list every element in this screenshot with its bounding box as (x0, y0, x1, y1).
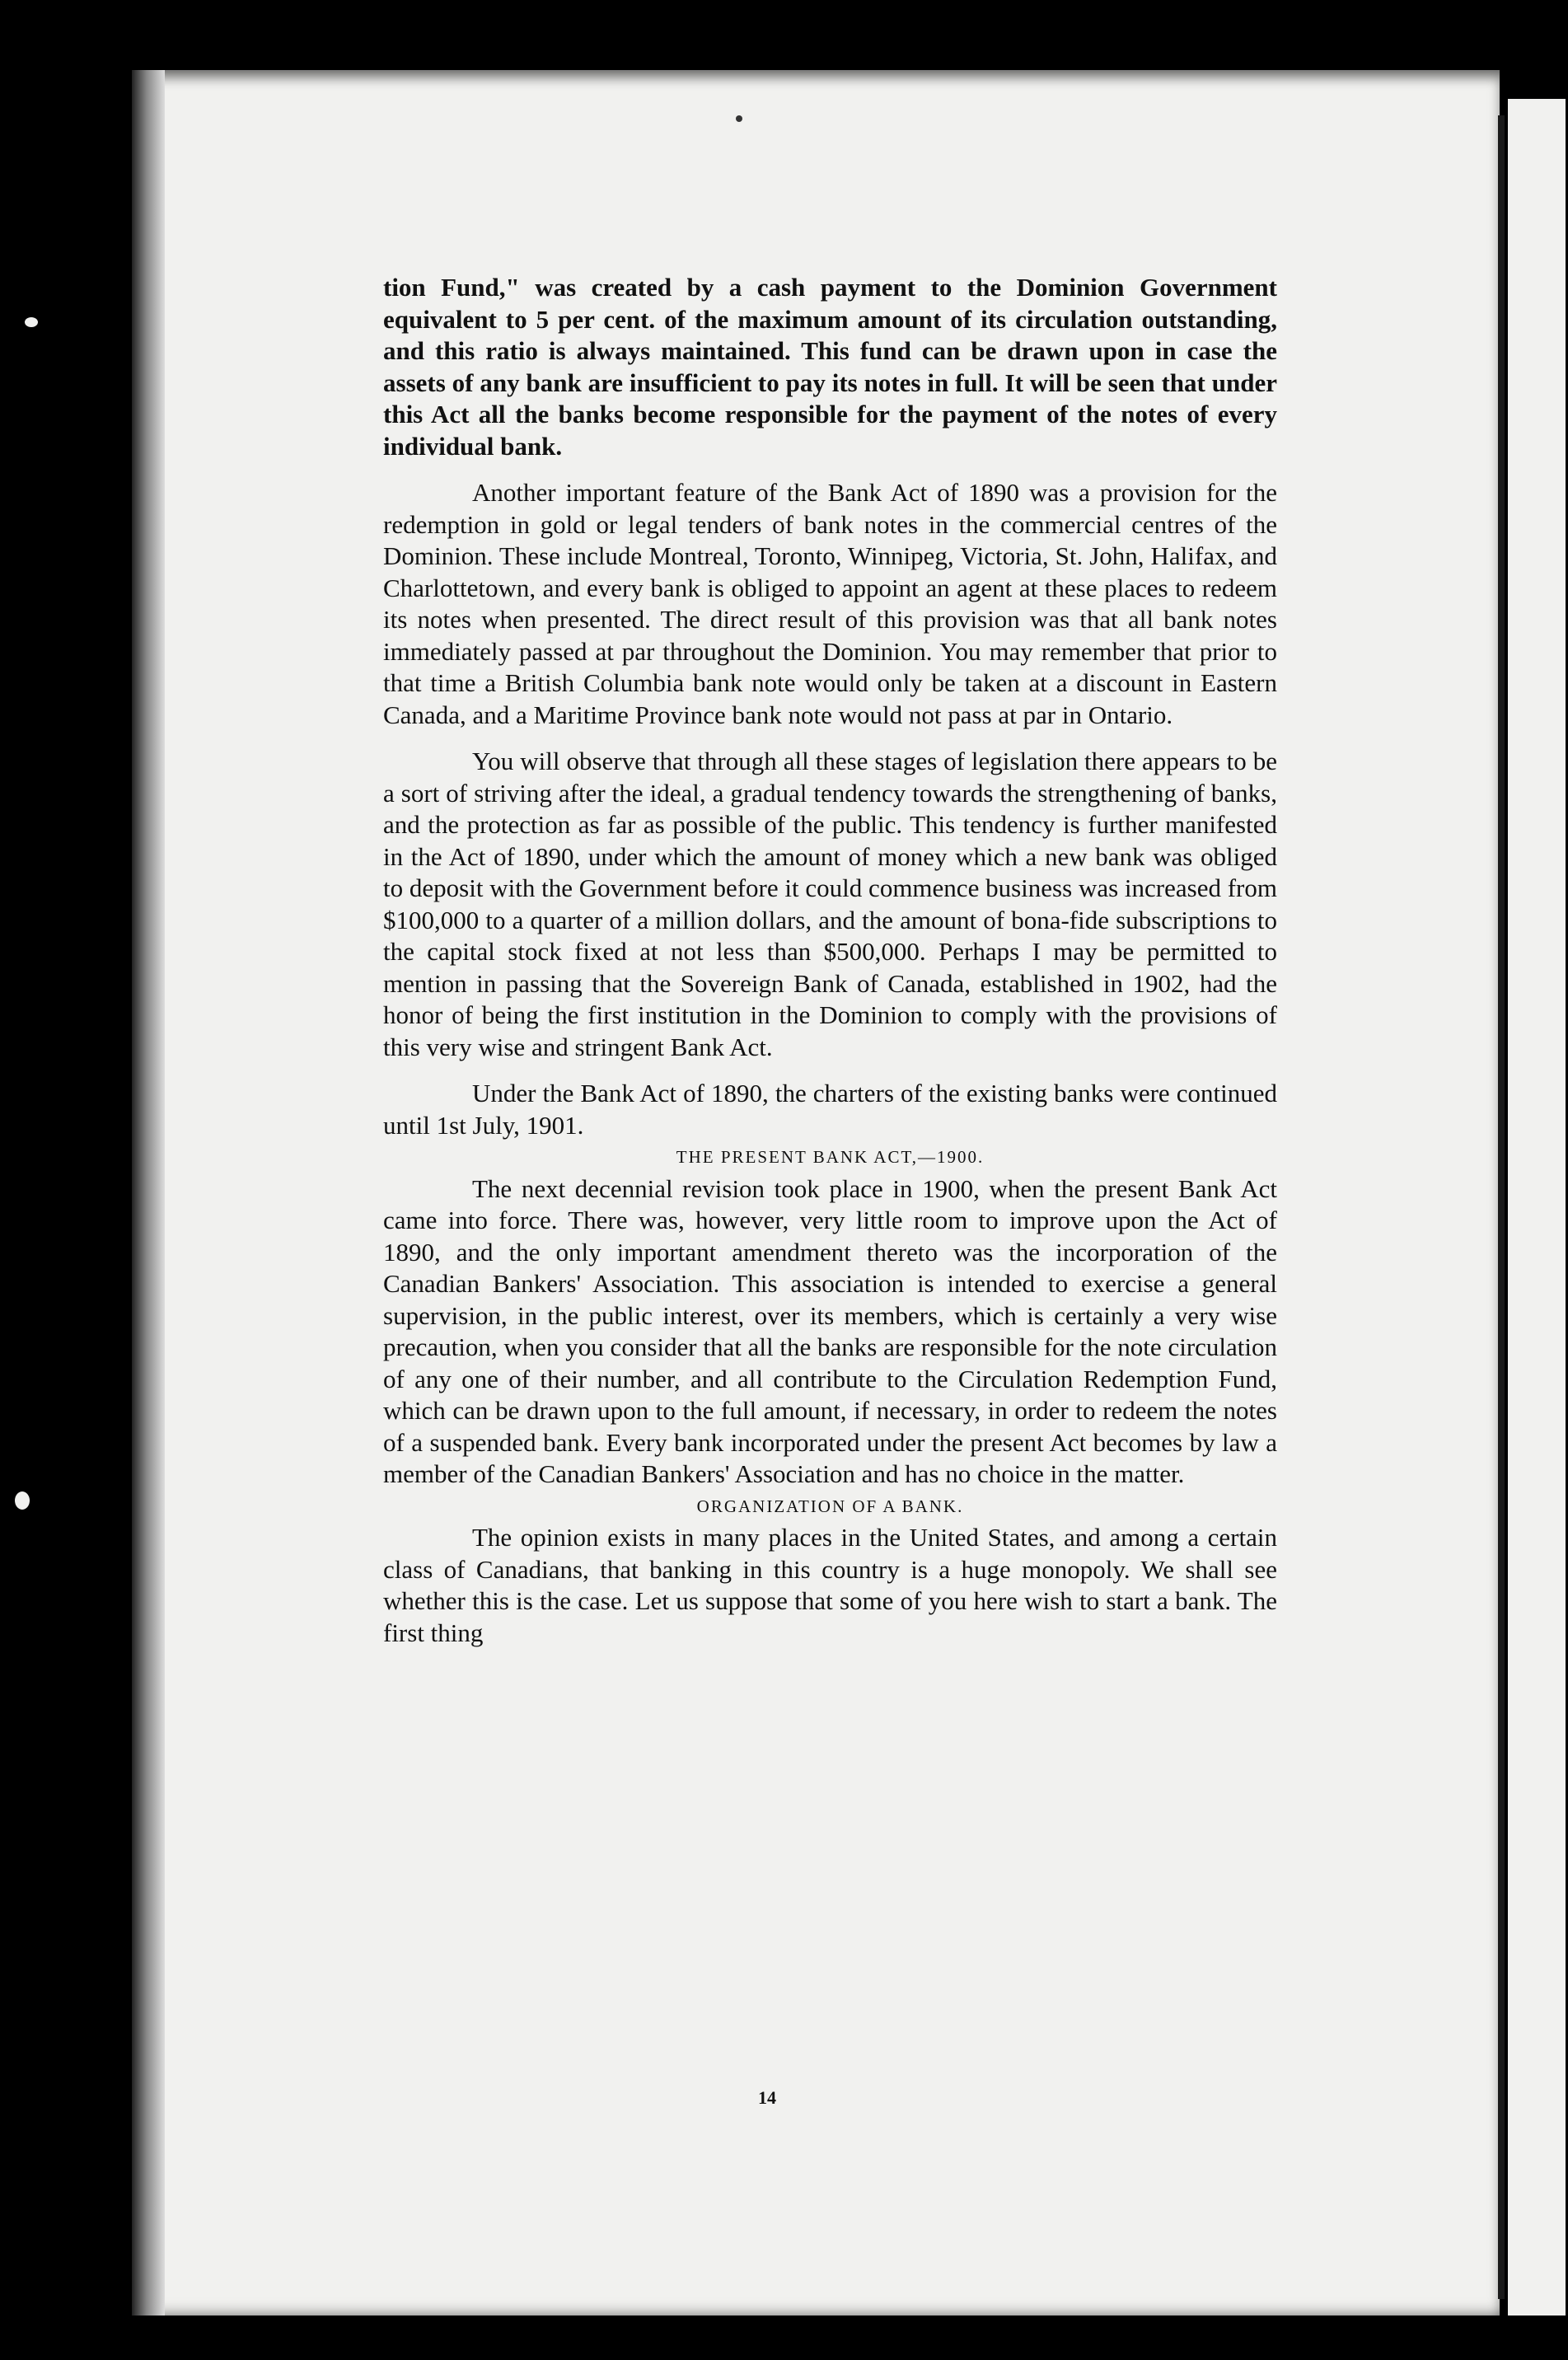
paragraph: The next decennial revision took place in 1900, when the present Bank Act came into force. There was, however, very little room to improve upon the Act of 1890, and the only important amendment thereto was the incorporation of the Canadian Bankers' Association. This association is intended to exercise a general supervision, in the public interest, over its members, which is certainly a very wise precaution, when you consider that all the banks are responsible for the note circulation of any one of their number, and all contribute to the Circulation Redemption Fund, which can be drawn upon to the full amount, if necessary, in order to redeem the notes of a suspended bank. Every bank incorporated under the present Act becomes by law a member of the Canadian Bankers' Association and has no choice in the matter. (383, 1173, 1277, 1488)
paragraph: Under the Bank Act of 1890, the charters of the existing banks were continued until 1st July, 1901. (383, 1079, 1277, 1140)
paragraph: You will observe that through all these stages of legislation there appears to be a sort of striving after the ideal, a gradual tendency towards the strengthening of banks, and the protection as far as possible of the public. This tendency is further manifested in the Act of 1890, under which the amount of money which a new bank was obliged to deposit with the Government before it could commence business was increased from $100,000 to a quarter of a million dollars, and the amount of bona-fide subscriptions to the capital stock fixed at not less than $500,000. Perhaps I may be permitted to mention in passing that the Sovereign Bank of Canada, established in 1902, had the honor of being the first institution in the Dominion to comply with the provisions of this very wise and stringent Bank Act. (383, 747, 1277, 1061)
paragraph: tion Fund," was created by a cash payment to the Dominion Government equivalent to 5 per cent. of the maximum amount of its circulation outstanding, and this ratio is always maintained. This fund can be drawn upon in case the assets of any bank are insufficient to pay its notes in full. It will be seen that under this Act all the banks become responsible for the payment of the notes of every individual bank. (383, 273, 1277, 461)
page-spine-shadow (132, 70, 165, 2316)
section-heading: ORGANIZATION OF A BANK. (696, 1496, 964, 1516)
page-gutter-line (1498, 115, 1505, 2299)
section-heading: THE PRESENT BANK ACT,—1900. (676, 1147, 985, 1167)
page-mark (736, 115, 742, 122)
paragraph: Another important feature of the Bank Act of 1890 was a provision for the redemption in gold or legal tenders of bank notes in the commercial centres of the Dominion. These include Montreal, Toronto, Winnipeg, Victoria, St. John, Halifax, and Charlottetown, and every bank is obliged to appoint an agent at these places to redeem its notes when presented. The direct result of this provision was that all bank notes immediately passed at par throughout the Dominion. You may remember that prior to that time a British Columbia bank note would only be taken at a discount in Eastern Canada, and a Maritime Province bank note would not pass at par in Ontario. (383, 478, 1277, 729)
margin-mark (15, 1491, 30, 1510)
page-number: 14 (758, 2087, 776, 2108)
body-text (383, 272, 1277, 1649)
margin-mark (25, 317, 38, 327)
next-page-edge (1508, 99, 1566, 2316)
paragraph: The opinion exists in many places in the United States, and among a certain class of Canadians, that banking in this country is a huge monopoly. We shall see whether this is the case. Let us suppose that some of you here wish to start a bank. The first thing (383, 1523, 1277, 1647)
